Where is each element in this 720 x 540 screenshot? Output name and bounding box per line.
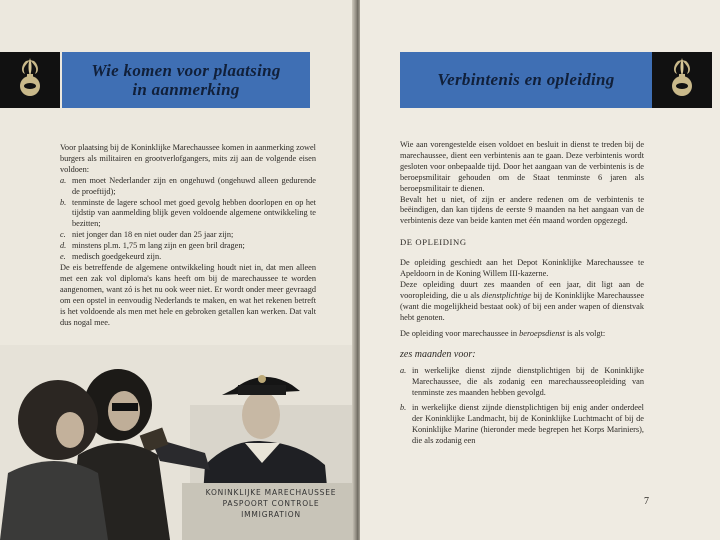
item-marker: b. [400,403,407,413]
paragraph-duur [400,280,644,324]
training-item [400,403,644,447]
sign-line-3: IMMIGRATION [241,510,301,519]
text-run: Deze opleiding duurt zes maanden of een jaar, dit ligt aan de vooropleiding, die u als [400,279,644,300]
heading-line-2: in aanmerking [132,80,240,99]
text-run: is als volgt: [564,328,606,338]
item-marker: a. [400,366,407,376]
grenade-emblem-icon [0,52,60,108]
heading-line-1: Wie komen voor plaatsing [91,61,281,80]
item-text: niet jonger dan 18 en niet ouder dan 25 jaar zijn; [72,230,234,240]
section-heading-opleiding: DE OPLEIDING [400,237,467,248]
left-page-body [60,143,316,328]
right-page-heading: Verbintenis en opleiding [400,52,652,108]
text-run: bij de Koninklijke Marechaussee (want die mogelijkheid bestaat ook) of bij een ander wapen of dienstvak hebt genoten. [400,290,645,322]
closing-paragraph: De eis betreffende de algemene ontwikkeling houdt niet in, dat men alleen met een zak vol diploma's kans heeft om bij de marechaussee te worden aangenomen, want zó is het nu ook weer niet. Er wordt onder meer gevraagd om een opstel in eenvoudig Nederlands te maken, en wat het rekenen betreft is het voldoende als men met hele en gebroken getallen kan werken. Dat valt dus nogal mee. [60,262,316,327]
item-marker: a. [60,175,67,185]
right-page [360,0,720,540]
photo-passport-control [0,345,352,540]
item-marker: c. [60,230,66,240]
item-text: in werkelijke dienst zijnde dienstplichtigen bij de Koninklijke Marechaussee, die als zodanig een marechausseeopleiding van tenminste zes maanden hebben gevolgd. [412,366,644,398]
training-item [400,366,644,399]
item-marker: d. [60,241,67,251]
condition-item [60,241,316,252]
condition-item [60,198,316,231]
right-page-body [400,140,644,447]
item-text: tenminste de lagere school met goed gevolg hebben doorlopen en op het tijdstip van aanmelding blijk geven voldoende algemene ontwikkeling te bezitten; [72,197,316,229]
sign-line-1: KONINKLIJKE MARECHAUSSEE [205,488,337,497]
emphasis-run: beroepsdienst [519,328,565,338]
intro-paragraph: Voor plaatsing bij de Koninklijke Marechaussee komen in aanmerking zowel burgers als militairen en grootverlofgangers, mits zij aan de volgende eisen voldoen: [60,143,316,174]
left-page-heading [62,52,310,108]
item-text: men moet Nederlander zijn en ongehuwd (ongehuwd alleen gedurende de proeftijd); [72,175,316,196]
item-marker: b. [60,197,67,207]
condition-item [60,252,316,263]
condition-item [60,176,316,198]
emphasis-run: dienstplichtige [482,290,531,300]
item-text: in werkelijke dienst zijnde dienstplichtigen bij enig ander onderdeel der Koninklijke Landmacht, bij de Koninklijke Luchtmacht of bij de Koninklijke Marine (hieronder mede begrepen het Korps Mariniers), die als zodanig een [412,403,644,445]
item-text: medisch goedgekeurd zijn. [72,252,162,262]
item-text: minstens pl.m. 1,75 m lang zijn en geen bril dragen; [72,241,245,251]
paragraph-beroepsdienst [400,329,644,340]
subheading-zes-maanden: zes maanden voor: [400,348,476,360]
grenade-emblem-icon [652,52,712,108]
paragraph-depot: De opleiding geschiedt aan het Depot Koninklijke Marechaussee te Apeldoorn in de Koning Willem III-kazerne. [400,258,644,279]
condition-item [60,230,316,241]
text-run: De opleiding voor marechaussee in [400,328,520,338]
left-page [0,0,356,540]
paragraph-opzegging: Bevalt het u niet, of zijn er andere redenen om de verbintenis te beëindigen, dan kan tijdens de eerste 9 maanden na het aangaan van de verbintenis deze van beide kanten met één maand worden opgezegd. [400,194,644,226]
item-marker: e. [60,252,66,262]
sign-line-2: PASPOORT CONTROLE [222,499,320,508]
page-number: 7 [644,496,649,507]
paragraph-verbintenis: Wie aan vorengestelde eisen voldoet en besluit in dienst te treden bij de marechaussee, dient een verbintenis aan te gaan. Deze verbintenis wordt gesloten voor onbepaalde tijd. Door het aangaan van de verbintenis is de beroepsmilitair gehouden om de Staat tenminste 6 jaren als beroepsmilitair te dienen. [400,140,644,193]
